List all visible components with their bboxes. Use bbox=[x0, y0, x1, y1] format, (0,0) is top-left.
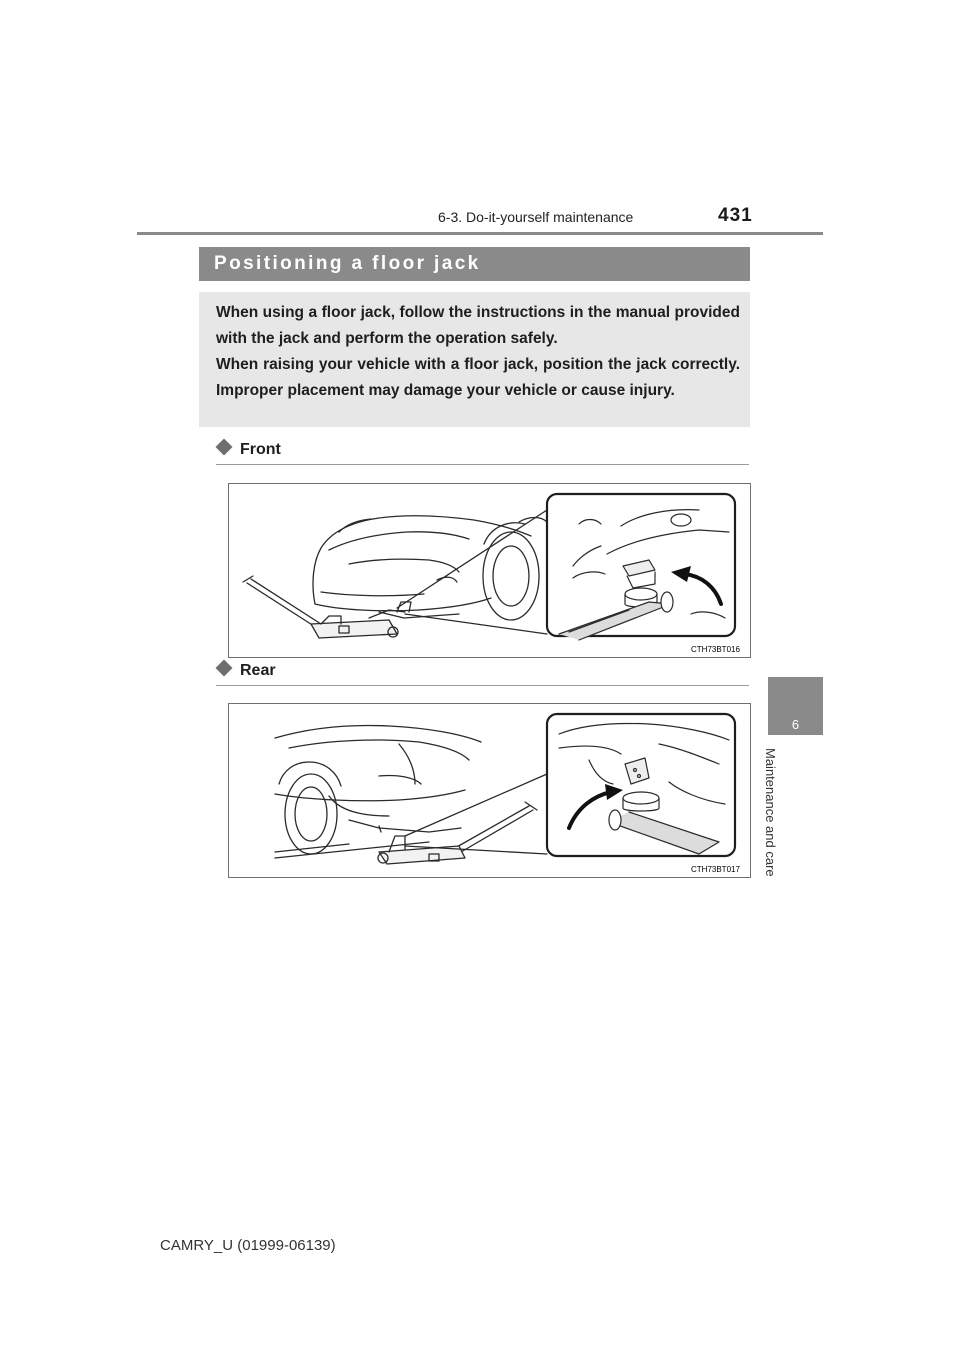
section-label: 6-3. Do-it-yourself maintenance bbox=[438, 209, 634, 225]
page-title: Positioning a floor jack bbox=[214, 253, 481, 274]
front-heading-text: Front bbox=[240, 441, 281, 458]
page-number: 431 bbox=[718, 205, 753, 226]
rear-heading-rule bbox=[216, 685, 749, 686]
chapter-number: 6 bbox=[791, 717, 800, 732]
diamond-bullet-icon bbox=[216, 660, 233, 677]
rear-figure-code: CTH73BT017 bbox=[691, 865, 740, 874]
front-jack-figure bbox=[228, 483, 751, 658]
rear-jack-illustration bbox=[229, 704, 750, 877]
note-paragraph-1: When using a floor jack, follow the instructions in the manual provided with the jack and perform the operation safely. bbox=[216, 304, 740, 347]
footer-model-code: CAMRY_U (01999-06139) bbox=[160, 1237, 336, 1254]
note-paragraph-2: When raising your vehicle with a floor jack, position the jack correctly. Improper placement may damage your vehicle or cause injury. bbox=[216, 356, 740, 399]
front-heading bbox=[216, 441, 281, 459]
front-figure-code: CTH73BT016 bbox=[691, 645, 740, 654]
chapter-label bbox=[756, 748, 796, 898]
rear-jack-figure bbox=[228, 703, 751, 878]
rear-heading-text: Rear bbox=[240, 662, 276, 679]
diamond-bullet-icon bbox=[216, 439, 233, 456]
rear-heading bbox=[216, 662, 276, 680]
chapter-label-text: Maintenance and care bbox=[763, 748, 778, 877]
front-heading-rule bbox=[216, 464, 749, 465]
header-rule bbox=[137, 232, 823, 235]
front-jack-illustration bbox=[229, 484, 750, 657]
